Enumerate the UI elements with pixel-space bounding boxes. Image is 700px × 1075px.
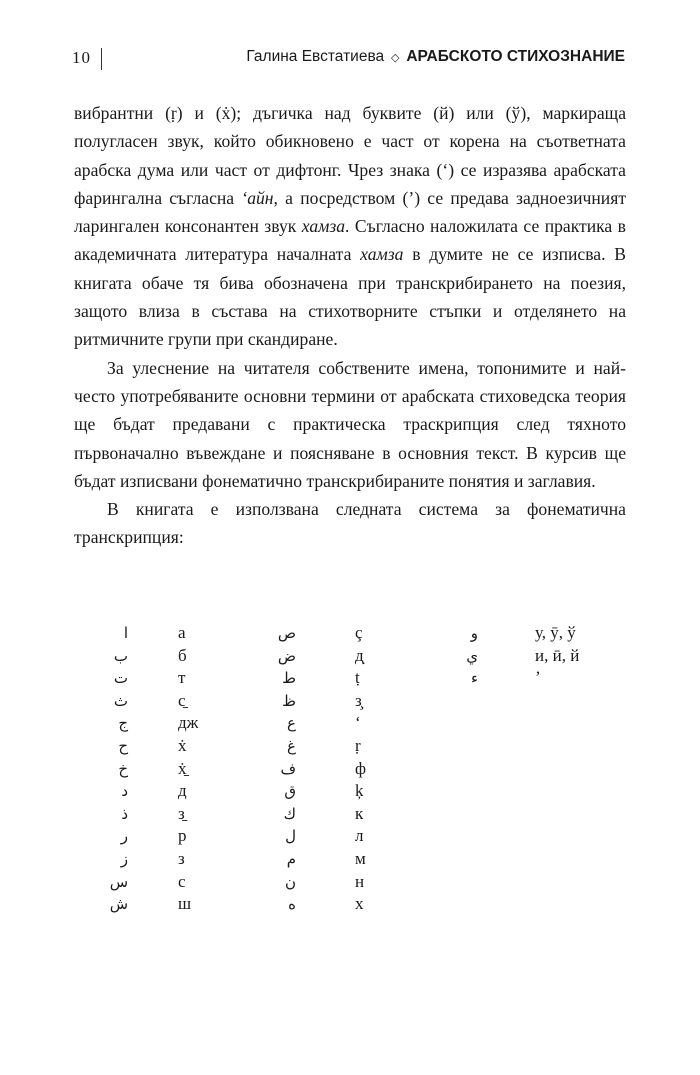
author-name: Галина Евстатиева bbox=[246, 48, 385, 65]
table-cell: ķ bbox=[355, 781, 364, 801]
table-cell: с̱ bbox=[178, 690, 186, 710]
table-cell: ت bbox=[113, 669, 128, 688]
table-cell: ع bbox=[287, 714, 296, 733]
italic-term: ʻайн bbox=[241, 187, 274, 208]
table-cell: ي bbox=[466, 646, 478, 665]
table-cell: غ bbox=[287, 736, 296, 755]
table-cell: ح bbox=[118, 736, 128, 755]
table-column-translit-3 bbox=[535, 622, 579, 690]
table-cell: ذ bbox=[121, 804, 128, 823]
table-cell: у, ӯ, ў bbox=[535, 623, 576, 642]
header-divider bbox=[101, 48, 102, 70]
table-cell: ʻ bbox=[355, 713, 361, 733]
table-cell: د bbox=[121, 782, 128, 801]
table-cell: م bbox=[286, 849, 296, 868]
table-column-translit-1 bbox=[178, 622, 198, 916]
text-run: , а посредством (ʼ) се предава задноезичният ларингален консонантен звук bbox=[74, 187, 627, 237]
table-cell: ظ bbox=[282, 691, 296, 710]
table-cell: ن bbox=[284, 872, 296, 891]
table-cell: ص bbox=[277, 624, 296, 642]
table-column-translit-2 bbox=[355, 622, 366, 916]
table-cell: ẋ̱ bbox=[178, 758, 187, 778]
table-cell: ẋ bbox=[178, 735, 187, 755]
running-title bbox=[246, 48, 625, 66]
table-cell: б bbox=[178, 645, 187, 665]
table-column-arabic-2 bbox=[276, 622, 296, 916]
table-column-arabic-3 bbox=[458, 622, 478, 690]
body-text bbox=[74, 99, 626, 552]
table-cell: ر bbox=[120, 827, 128, 846]
paragraph-2: За улеснение на читателя собствените имена, топонимите и най-често употребяваните основни термини от арабската стиховедска теория ще бъдат предавани с практическа траскрипция след тяхното първоначално въвеждане и поясняване в основния текст. В курсив ще бъдат изписвани фонематично транскрибираните понятия и заглавия. bbox=[74, 357, 626, 491]
table-cell: ء bbox=[470, 669, 478, 688]
table-cell: ك bbox=[283, 804, 296, 823]
table-cell: ا bbox=[123, 624, 128, 642]
table-cell: ز bbox=[120, 849, 128, 868]
table-cell: з bbox=[178, 848, 185, 868]
text-run: . Съгласно наложилата се практика в академичната литература началната bbox=[74, 216, 626, 265]
table-cell: ç bbox=[355, 623, 363, 642]
table-cell: с bbox=[178, 871, 186, 891]
page-number: 10 bbox=[72, 48, 91, 67]
table-cell: ш bbox=[178, 894, 192, 914]
table-cell: а bbox=[178, 623, 186, 642]
italic-term: хамза bbox=[301, 216, 346, 237]
table-cell: ṛ bbox=[355, 735, 361, 755]
table-cell: ʼ bbox=[535, 668, 541, 688]
text-run: вибрантни (ṛ) и (ẋ); дъгичка над буквите (й) или (ў), маркираща полугласен звук, който обикновено е част от корена на съответната арабска дума или част от дифтонг. Чрез знака (ʻ) се изразява арабската фарингална съгласна bbox=[74, 103, 626, 208]
table-cell: и, ӣ, й bbox=[535, 645, 580, 665]
table-cell: дж bbox=[178, 713, 199, 733]
table-cell: л bbox=[355, 826, 364, 846]
running-header bbox=[0, 48, 700, 72]
table-cell: ل bbox=[285, 827, 296, 846]
table-cell: ṭ bbox=[355, 668, 360, 688]
table-cell: ب bbox=[113, 646, 128, 665]
paragraph-1 bbox=[74, 99, 626, 354]
table-cell: х bbox=[355, 894, 364, 914]
diamond-separator-icon: ◇ bbox=[391, 51, 400, 64]
table-cell: д̣ bbox=[355, 645, 364, 665]
book-title: АРАБСКОТО СТИХОЗНАНИЕ bbox=[406, 48, 625, 65]
table-cell: р bbox=[178, 826, 187, 846]
table-cell: ф bbox=[355, 758, 367, 778]
paragraph-3: В книгата е използвана следната система за фонематична транскрипция: bbox=[74, 499, 626, 548]
text-run: в думите не се изписва. В книгата обаче тя бива обозначена при транскрибирането на поезия, защото влиза в състава на стихотворните стъпки и отделянето на ритмичните групи при скандиране. bbox=[74, 244, 627, 350]
table-cell: к bbox=[355, 803, 364, 823]
table-cell: ط bbox=[282, 669, 296, 688]
table-cell: н bbox=[355, 871, 365, 891]
table-cell: м bbox=[355, 848, 366, 868]
table-cell: خ bbox=[118, 759, 128, 778]
table-cell: ف bbox=[280, 759, 296, 778]
italic-term: хамза bbox=[360, 244, 404, 265]
table-cell: ث bbox=[113, 691, 128, 710]
table-cell: з̱ bbox=[178, 803, 185, 823]
table-cell: д bbox=[178, 781, 187, 801]
table-cell: з̧ bbox=[355, 690, 362, 710]
table-cell: ض bbox=[277, 646, 296, 665]
table-cell: و bbox=[470, 624, 478, 642]
table-cell: ق bbox=[284, 782, 296, 801]
table-cell: ج bbox=[118, 714, 128, 733]
table-column-arabic-1 bbox=[108, 622, 128, 916]
table-cell: т bbox=[178, 668, 186, 688]
table-cell: س bbox=[109, 872, 128, 891]
table-cell: ش bbox=[109, 895, 128, 914]
table-cell: ه bbox=[288, 895, 296, 914]
